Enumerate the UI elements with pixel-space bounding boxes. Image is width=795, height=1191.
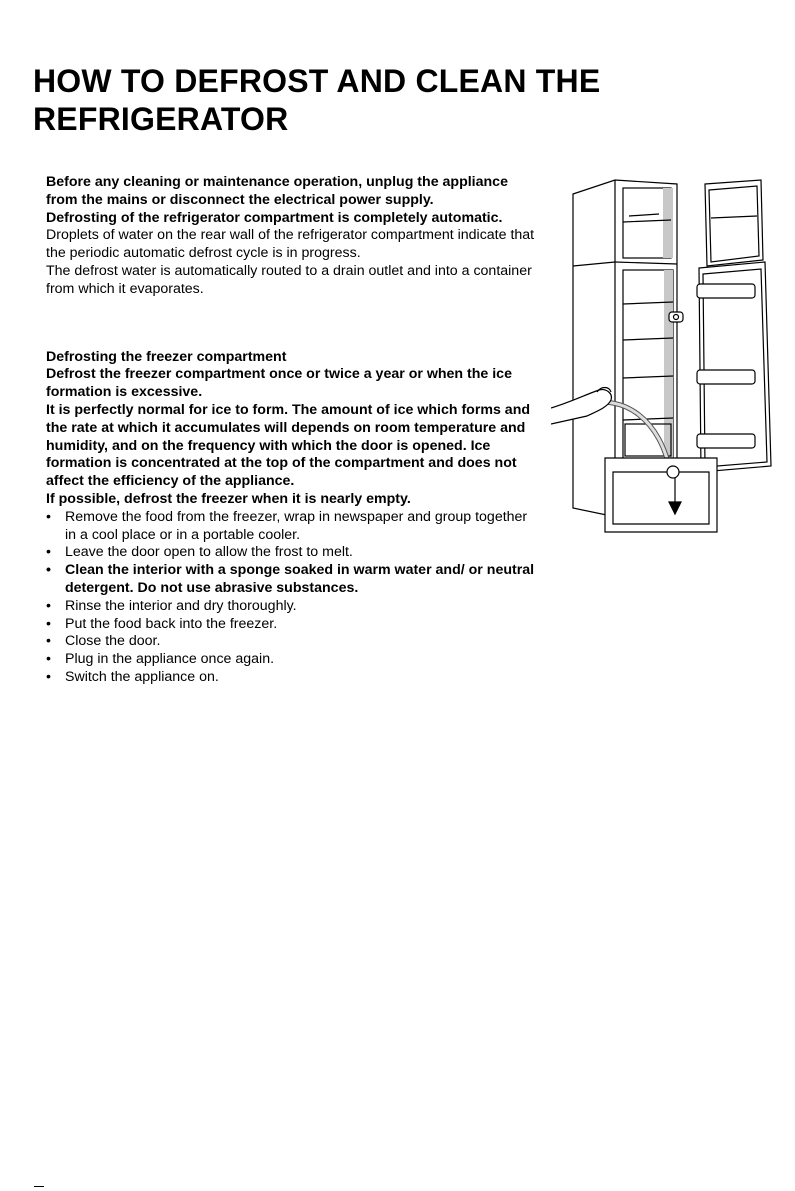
list-item: • Leave the door open to allow the frost to melt. <box>46 544 542 562</box>
list-item: • Clean the interior with a sponge soaked in warm water and/ or neutral detergent. Do not use abrasive substances. <box>46 562 542 598</box>
safety-warning: Before any cleaning or maintenance operation, unplug the appliance from the mains or disconnect the electrical power supply. <box>46 174 508 208</box>
list-item: • Plug in the appliance once again. <box>46 651 542 669</box>
freezer-heading: Defrosting the freezer compartment <box>46 348 287 365</box>
list-item: • Close the door. <box>46 633 542 651</box>
auto-defrost-heading: Defrosting of the refrigerator compartment is completely automatic. <box>46 209 503 226</box>
freezer-nearly-empty: If possible, defrost the freezer when it is nearly empty. <box>46 490 411 507</box>
list-item: • Rinse the interior and dry thoroughly. <box>46 598 542 616</box>
main-content <box>46 174 542 687</box>
refrigerator-defrost-drain-illustration <box>551 176 773 538</box>
page-title: HOW TO DEFROST AND CLEAN THE REFRIGERATOR <box>33 63 601 137</box>
defrost-steps-list <box>46 509 542 687</box>
footer-mark <box>34 1186 44 1189</box>
droplets-paragraph: Droplets of water on the rear wall of the refrigerator compartment indicate that the periodic automatic defrost cycle is in progress. <box>46 227 535 262</box>
list-item: • Switch the appliance on. <box>46 669 542 687</box>
freezer-frequency: Defrost the freezer compartment once or twice a year or when the ice formation is excessive. <box>46 366 512 401</box>
list-item: • Put the food back into the freezer. <box>46 616 542 634</box>
drain-paragraph: The defrost water is automatically routed to a drain outlet and into a container from which it evaporates. <box>46 262 532 297</box>
freezer-normal-ice: It is perfectly normal for ice to form. The amount of ice which forms and the rate at which it accumulates will depends on room temperature and humidity, and on the frequency with which the door is opened. Ice formation is concentrated at the top of the compartment and does not affect the efficiency of the appliance. <box>46 401 531 490</box>
list-item: • Remove the food from the freezer, wrap in newspaper and group together in a cool place or in a portable cooler. <box>46 509 542 545</box>
